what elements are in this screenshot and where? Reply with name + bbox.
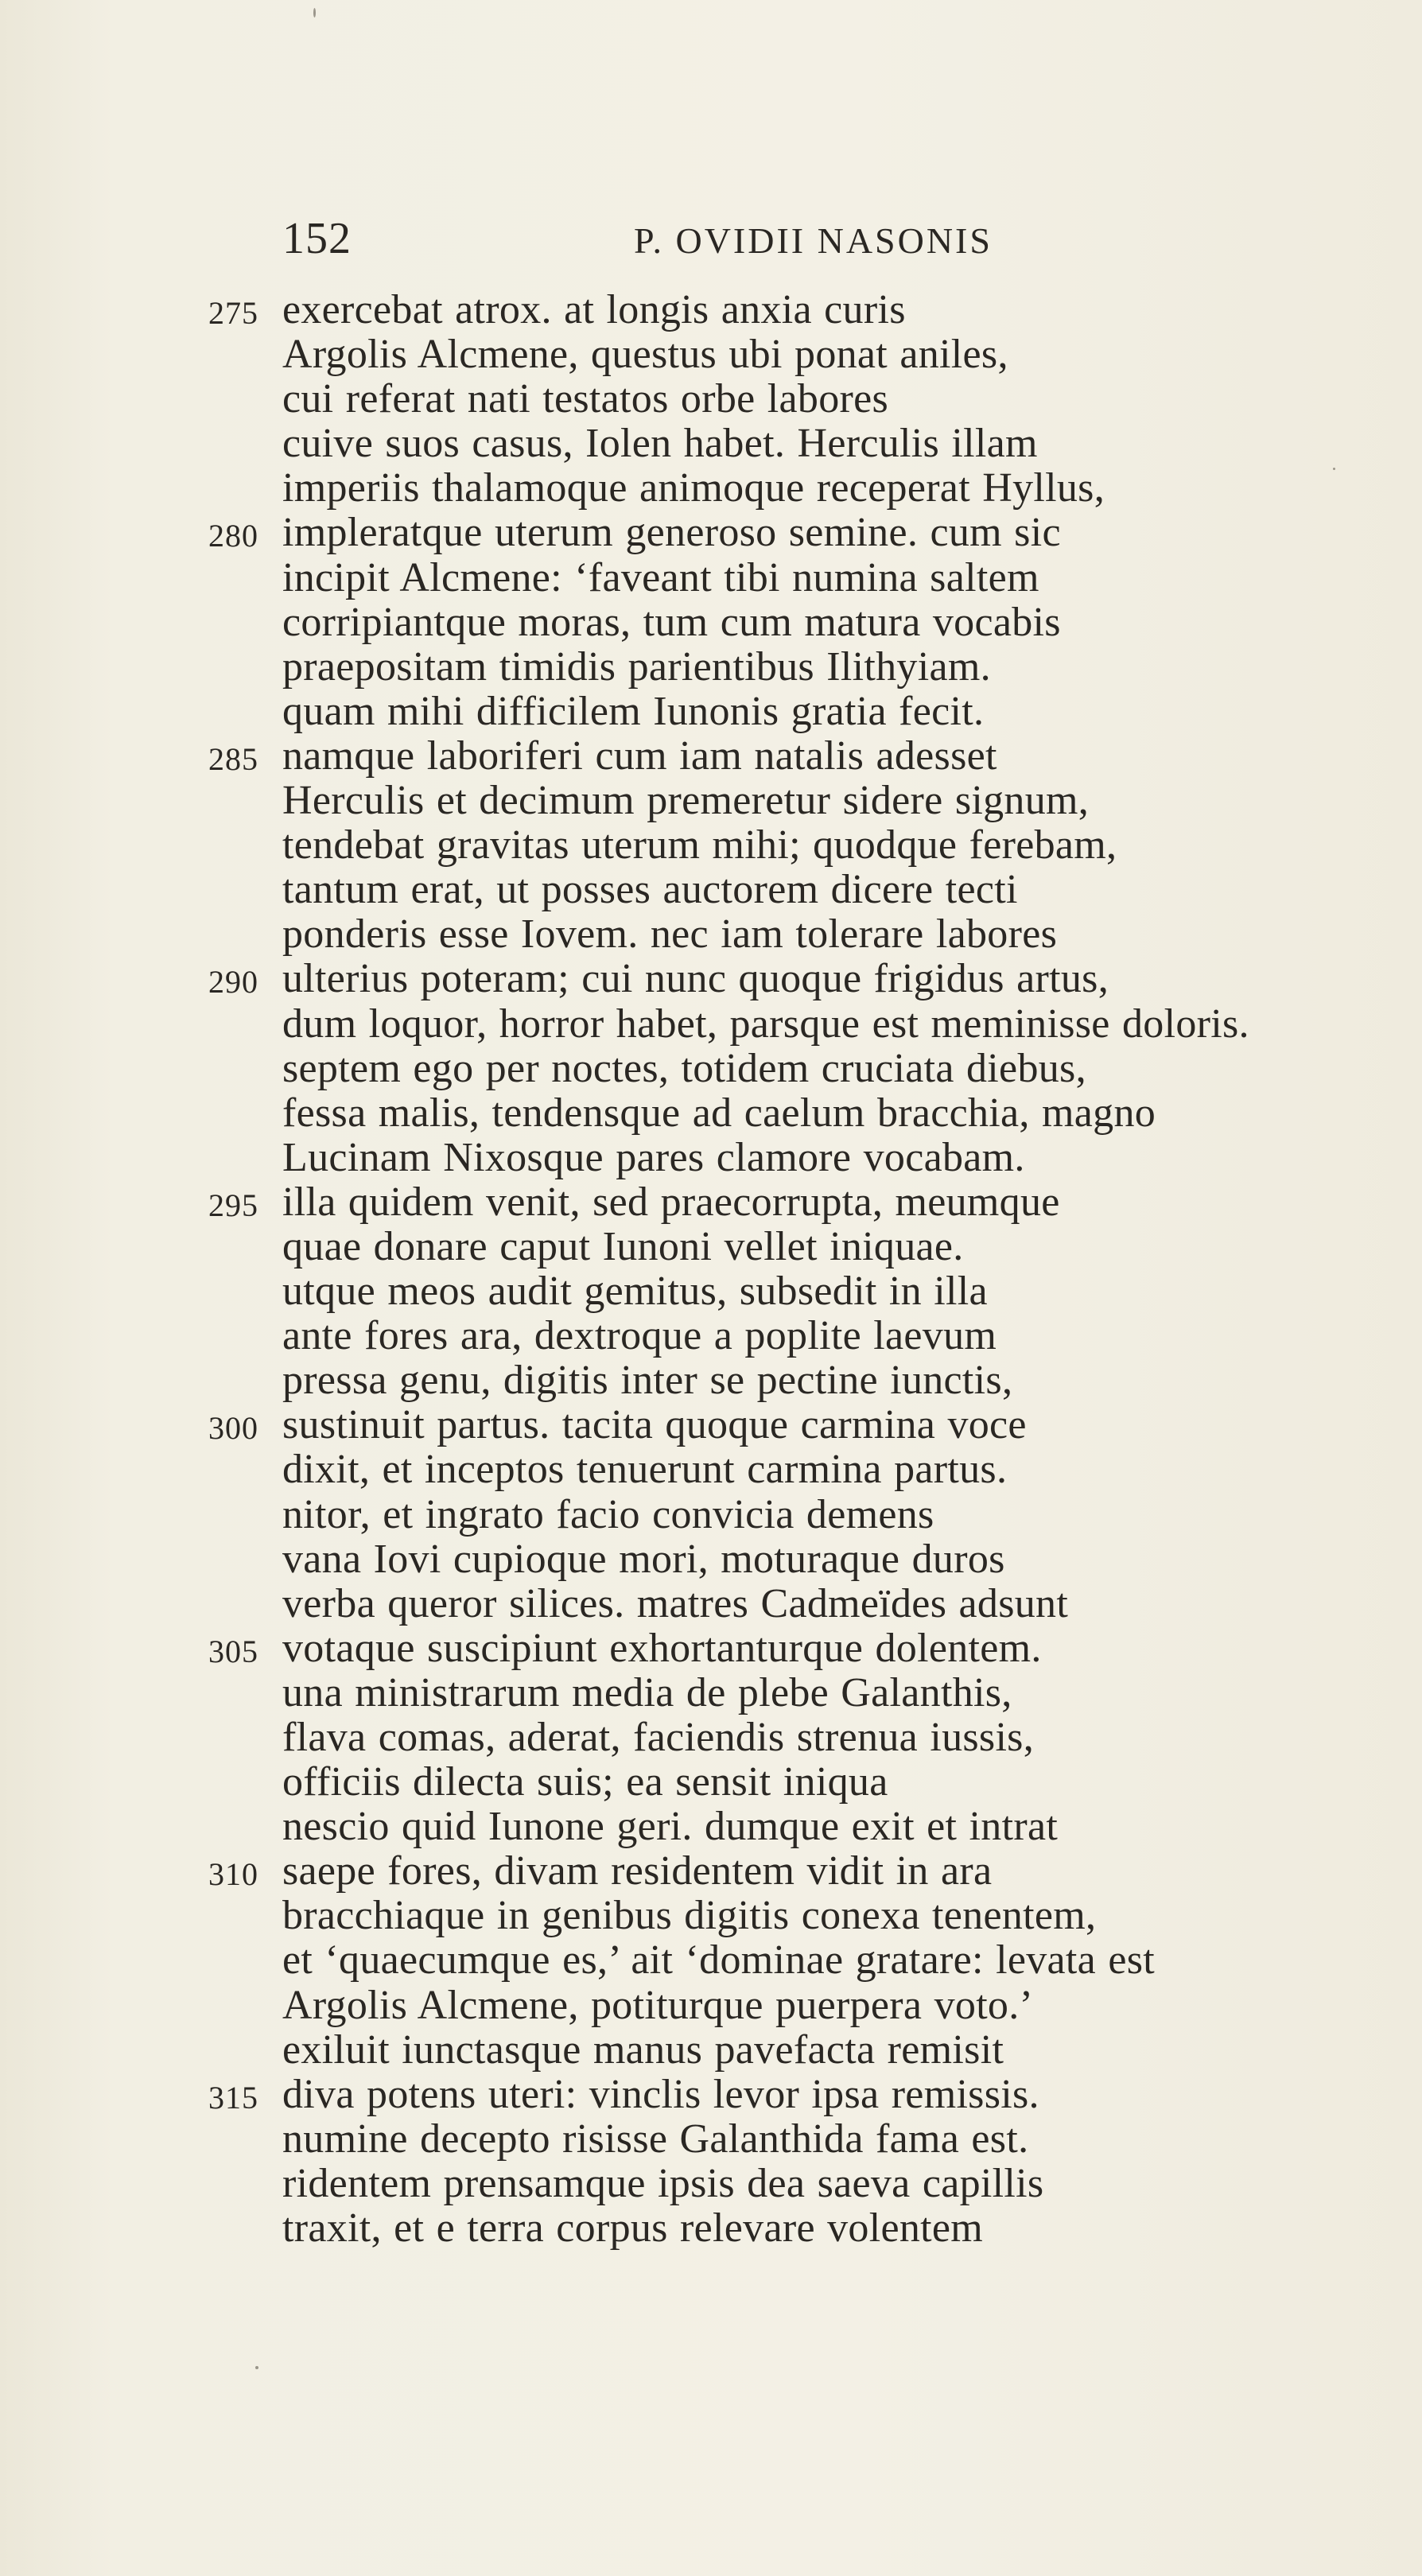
verse-text: corripiantque moras, tum cum matura vocabis xyxy=(282,599,1061,645)
verse-line xyxy=(0,1760,1422,1805)
verse-line xyxy=(0,1314,1422,1358)
paper-speck xyxy=(1333,468,1335,470)
verse-line xyxy=(0,288,1422,332)
verse-text: septem ego per noctes, totidem cruciata diebus, xyxy=(282,1045,1086,1091)
verse-text: officiis dilecta suis; ea sensit iniqua xyxy=(282,1759,888,1805)
verse-text: numine decepto risisse Galanthida fama est. xyxy=(282,2116,1029,2162)
verse-text: una ministrarum media de plebe Galanthis, xyxy=(282,1669,1012,1715)
verse-text: ulterius poteram; cui nunc quoque frigidus artus, xyxy=(282,956,1109,1002)
verse-text: nescio quid Iunone geri. dumque exit et intrat xyxy=(282,1804,1059,1850)
running-title: P. OVIDII NASONIS xyxy=(634,220,993,261)
verse-line xyxy=(0,1180,1422,1225)
verse-text: Lucinam Nixosque pares clamore vocabam. xyxy=(282,1134,1025,1180)
verse-text: traxit, et e terra corpus relevare volentem xyxy=(282,2205,984,2252)
verse-line xyxy=(0,1091,1422,1136)
verse-line xyxy=(0,823,1422,868)
verse-text: exiluit iunctasque manus pavefacta remisit xyxy=(282,2026,1004,2073)
verse-line xyxy=(0,1447,1422,1492)
verse-text: Herculis et decimum premeretur sidere signum, xyxy=(282,778,1090,824)
verse-text: flava comas, aderat, faciendis strenua iussis, xyxy=(282,1715,1035,1760)
verse-line xyxy=(0,1715,1422,1760)
verse-text: dixit, et inceptos tenuerunt carmina partus. xyxy=(282,1447,1008,1493)
verse-text: ante fores ara, dextroque a poplite laevum xyxy=(282,1313,997,1359)
verse-line xyxy=(0,779,1422,823)
verse-text: et ‘quaecumque es,’ ait ‘dominae gratare: levata est xyxy=(282,1937,1155,1983)
verse-line xyxy=(0,1358,1422,1403)
verse-text: utque meos audit gemitus, subsedit in illa xyxy=(282,1269,988,1315)
verse-text: Argolis Alcmene, potiturque puerpera voto.’ xyxy=(282,1982,1034,2028)
verse-line xyxy=(0,1403,1422,1447)
verse-line xyxy=(0,1983,1422,2028)
verse-text: saepe fores, divam residentem vidit in ara xyxy=(282,1848,993,1894)
verse-text: fessa malis, tendensque ad caelum bracchia, magno xyxy=(282,1090,1156,1136)
page-header xyxy=(282,213,1022,269)
verse-text: cui referat nati testatos orbe labores xyxy=(282,376,889,422)
verse-text: pressa genu, digitis inter se pectine iunctis, xyxy=(282,1358,1013,1404)
verse-line xyxy=(0,1269,1422,1314)
verse-line xyxy=(0,466,1422,511)
verse-text: illa quidem venit, sed praecorrupta, meumque xyxy=(282,1179,1060,1225)
verse-line xyxy=(0,1626,1422,1671)
verse-text: verba queror silices. matres Cadmeïdes adsunt xyxy=(282,1580,1069,1626)
verse-block xyxy=(0,288,1422,2251)
verse-line xyxy=(0,2073,1422,2117)
line-number: 285 xyxy=(208,740,258,777)
verse-text: namque laboriferi cum iam natalis adesset xyxy=(282,732,997,779)
line-number: 275 xyxy=(208,295,258,331)
verse-line xyxy=(0,377,1422,422)
verse-line xyxy=(0,1938,1422,1983)
verse-text: imperiis thalamoque animoque receperat Hyllus, xyxy=(282,465,1105,511)
verse-text: Argolis Alcmene, questus ubi ponat aniles, xyxy=(282,332,1008,378)
verse-line xyxy=(0,1582,1422,1626)
verse-line xyxy=(0,957,1422,1001)
verse-text: nitor, et ingrato facio convicia demens xyxy=(282,1491,934,1537)
line-number: 290 xyxy=(208,964,258,1000)
verse-line xyxy=(0,556,1422,600)
verse-line xyxy=(0,912,1422,957)
verse-text: votaque suscipiunt exhortanturque dolentem. xyxy=(282,1625,1042,1671)
verse-line xyxy=(0,1493,1422,1537)
verse-text: sustinuit partus. tacita quoque carmina voce xyxy=(282,1402,1027,1448)
verse-text: impleratque uterum generoso semine. cum sic xyxy=(282,510,1061,556)
paper-speck xyxy=(313,8,316,17)
line-number: 280 xyxy=(208,518,258,554)
verse-line xyxy=(0,2206,1422,2251)
verse-line xyxy=(0,690,1422,734)
verse-line xyxy=(0,1002,1422,1047)
verse-text: cuive suos casus, Iolen habet. Herculis illam xyxy=(282,421,1038,467)
verse-line xyxy=(0,600,1422,645)
paper-speck xyxy=(255,2366,258,2369)
verse-text: tantum erat, ut posses auctorem dicere tecti xyxy=(282,867,1018,913)
verse-line xyxy=(0,1849,1422,1894)
verse-text: bracchiaque in genibus digitis conexa tenentem, xyxy=(282,1893,1097,1939)
line-number: 295 xyxy=(208,1187,258,1223)
verse-line xyxy=(0,1894,1422,1938)
verse-line xyxy=(0,2162,1422,2206)
verse-line xyxy=(0,2117,1422,2162)
line-number: 315 xyxy=(208,2079,258,2116)
page-number: 152 xyxy=(282,214,352,263)
verse-line xyxy=(0,868,1422,912)
verse-text: quam mihi difficilem Iunonis gratia fecit. xyxy=(282,688,985,734)
verse-line xyxy=(0,332,1422,377)
verse-text: tendebat gravitas uterum mihi; quodque ferebam, xyxy=(282,822,1117,868)
line-number: 310 xyxy=(208,1856,258,1893)
verse-text: diva potens uteri: vinclis levor ipsa remissis. xyxy=(282,2071,1039,2117)
verse-line xyxy=(0,1047,1422,1091)
verse-line xyxy=(0,2028,1422,2073)
verse-line xyxy=(0,422,1422,466)
verse-text: vana Iovi cupioque mori, moturaque duros xyxy=(282,1536,1005,1582)
verse-line xyxy=(0,1671,1422,1715)
verse-text: ponderis esse Iovem. nec iam tolerare labores xyxy=(282,911,1058,958)
line-number: 305 xyxy=(208,1633,258,1669)
verse-text: dum loquor, horror habet, parsque est meminisse doloris. xyxy=(282,1000,1249,1047)
verse-text: quae donare caput Iunoni vellet iniquae. xyxy=(282,1223,964,1269)
verse-line xyxy=(0,1225,1422,1269)
verse-line xyxy=(0,645,1422,690)
verse-text: exercebat atrox. at longis anxia curis xyxy=(282,287,906,332)
verse-text: ridentem prensamque ipsis dea saeva capillis xyxy=(282,2160,1044,2206)
verse-text: incipit Alcmene: ‘faveant tibi numina saltem xyxy=(282,554,1039,600)
verse-line xyxy=(0,1537,1422,1582)
verse-line xyxy=(0,1805,1422,1849)
line-number: 300 xyxy=(208,1410,258,1447)
verse-line xyxy=(0,1136,1422,1180)
verse-text: praepositam timidis parientibus Ilithyiam. xyxy=(282,643,991,690)
verse-line xyxy=(0,511,1422,555)
verse-line xyxy=(0,734,1422,779)
